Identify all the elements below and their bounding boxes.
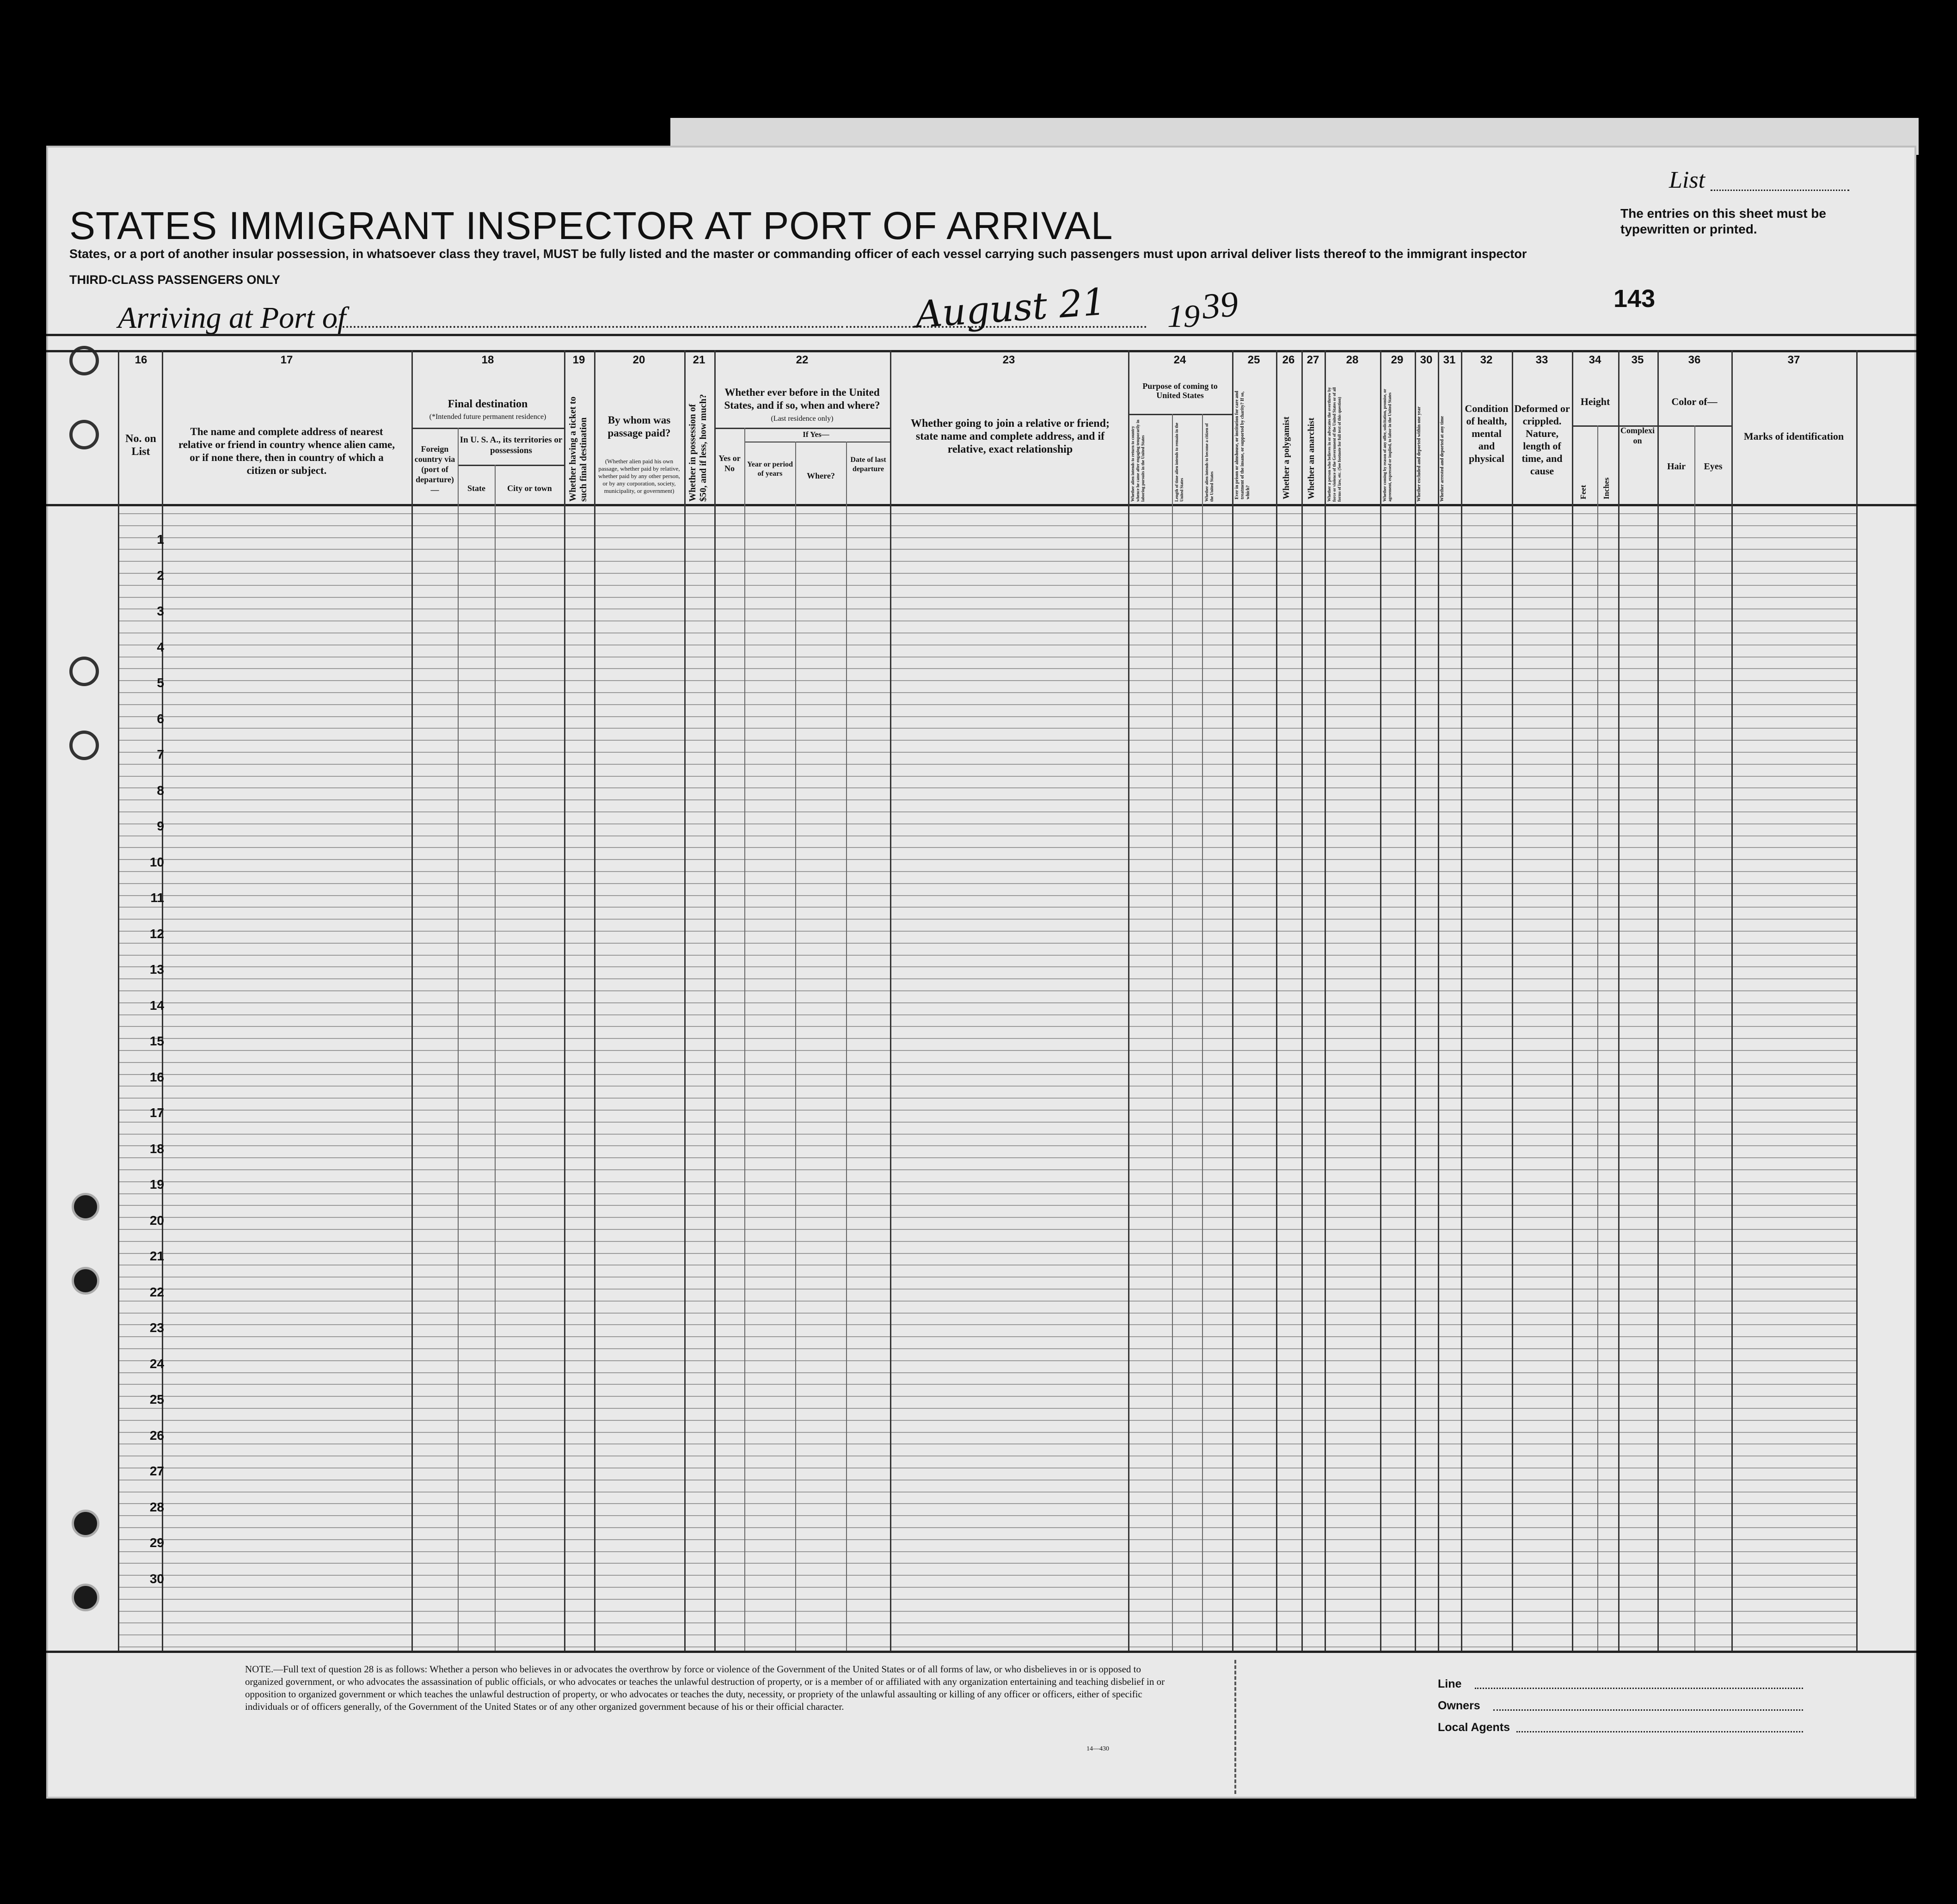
colnum-31: 31	[1443, 354, 1456, 366]
header-purpose-return: Whether alien intends to return to country whence he came after engaging temporarily in laboring pursuits in the United States	[1130, 419, 1145, 502]
colnum-34: 34	[1589, 354, 1601, 366]
header-ever-before: Whether ever before in the United States, and if so, when and where?	[724, 387, 880, 411]
row-rule	[118, 1563, 1856, 1564]
header-foreign-country: Foreign country via (port of departure)—	[414, 444, 455, 494]
row-rule	[118, 740, 1856, 741]
header-ever-before-sub: (Last residence only)	[771, 415, 834, 423]
row-rule	[118, 823, 1856, 824]
colnum-24: 24	[1173, 354, 1186, 366]
line-field[interactable]	[1475, 1688, 1803, 1689]
header-join-relative: Whether going to join a relative or friend; state name and complete address, and if relative, exact relationship	[911, 418, 1110, 455]
row-rule	[118, 931, 1856, 932]
row-rule	[118, 573, 1856, 574]
row-rule	[118, 1181, 1856, 1182]
header-eyes: Eyes	[1704, 461, 1723, 472]
punch-hole	[69, 657, 99, 686]
header-inches: Inches	[1602, 477, 1611, 499]
colnum-23: 23	[1002, 354, 1015, 366]
row-rule	[118, 1360, 1856, 1361]
header-city: City or town	[507, 484, 552, 493]
header-overthrow: Whether a person who believes in or advocates the overthrow by force or violence of the Government of the United States or of all forms of law, etc. (See footnote for full text of this question)	[1327, 387, 1342, 502]
col-line-34	[1572, 350, 1573, 1651]
row-number: 23	[149, 1321, 164, 1335]
form-number: 14—430	[1086, 1745, 1109, 1752]
year-handwritten: 39	[1200, 283, 1240, 327]
header-rule	[46, 334, 1916, 336]
col-line-31	[1438, 350, 1439, 1651]
header-purpose-length: Length of time alien intends to remain in the United States	[1174, 423, 1184, 502]
row-rule	[118, 561, 1856, 562]
table-bottom-rule	[46, 1651, 1916, 1653]
row-rule	[118, 1515, 1856, 1516]
header-year-period: Year or period of years	[747, 461, 793, 478]
row-rule	[118, 1169, 1856, 1170]
punch-hole	[69, 731, 99, 760]
row-rule	[118, 1301, 1856, 1302]
row-number: 15	[149, 1034, 164, 1048]
row-rule	[118, 859, 1856, 860]
header-height: Height	[1580, 396, 1610, 407]
col22-subrule	[714, 428, 890, 429]
colnum-21: 21	[693, 354, 706, 366]
row-rule	[118, 752, 1856, 753]
row-rule	[118, 1241, 1856, 1242]
row-rule	[118, 907, 1856, 908]
header-purpose-citizen: Whether alien intends to become a citizen of the United States	[1204, 423, 1214, 502]
header-hair: Hair	[1667, 461, 1686, 472]
row-rule	[118, 1002, 1856, 1003]
colnum-16: 16	[135, 354, 147, 366]
port-field[interactable]	[335, 326, 844, 328]
row-number: 13	[149, 962, 164, 977]
manifest-sheet	[46, 146, 1916, 1799]
col-line-24b	[1202, 414, 1203, 1651]
row-number: 10	[149, 854, 164, 869]
row-rule	[118, 1622, 1856, 1623]
punch-hole	[72, 1584, 99, 1611]
row-number: 24	[149, 1356, 164, 1371]
row-rule	[118, 1157, 1856, 1158]
row-rule	[118, 811, 1856, 812]
date-handwritten: August 21	[914, 280, 1108, 337]
form-title: STATES IMMIGRANT INSPECTOR AT PORT OF ARRIVAL	[69, 204, 1113, 247]
row-number: 22	[149, 1284, 164, 1299]
col-line-29	[1380, 350, 1381, 1651]
row-number: 11	[150, 891, 164, 905]
row-number: 17	[149, 1106, 164, 1120]
colnum-30: 30	[1420, 354, 1433, 366]
header-fifty-dollars: Whether in possession of $50, and if less, how much?	[687, 394, 708, 502]
col-line-24a	[1172, 414, 1173, 1651]
row-rule	[118, 704, 1856, 705]
col-line-22b	[795, 442, 796, 1651]
row-number: 14	[149, 998, 164, 1013]
row-rule	[118, 1587, 1856, 1588]
header-color-of: Color of—	[1671, 396, 1718, 407]
col-line-18a	[458, 428, 459, 1651]
header-feet: Feet	[1579, 485, 1588, 499]
row-rule	[118, 728, 1856, 729]
row-number: 28	[149, 1499, 164, 1514]
row-rule	[118, 1098, 1856, 1099]
header-complexion: Complexion	[1620, 426, 1655, 445]
row-rule	[118, 1575, 1856, 1576]
row-rule	[118, 1074, 1856, 1075]
row-number: 9	[157, 819, 164, 833]
row-rule	[118, 1145, 1856, 1146]
row-number: 1	[157, 532, 164, 547]
punch-hole	[72, 1193, 99, 1221]
row-number: 12	[149, 926, 164, 941]
row-rule	[118, 1313, 1856, 1314]
row-rule	[118, 1372, 1856, 1373]
colnum-18: 18	[481, 354, 494, 366]
local-agents-label: Local Agents	[1438, 1721, 1510, 1734]
row-rule	[118, 525, 1856, 526]
footnote-question-28: NOTE.—Full text of question 28 is as follows: Whether a person who believes in or advocates the overthrow by force or violence of the Government of the United States or of all forms of law, or who disbelieves in or is opposed to organized government, or who advocates the assassination of public officials, or who advocates or teaches the unlawful destruction of property, or is a member of or affiliated with any organization entertaining and teaching disbelief in or opposition to organized government or which teaches the unlawful destruction of property, or who advocates or teaches the duty, necessity, or propriety of the unlawful assaulting or killing of any officer or officers, either of specific individuals or of officers generally, of the Government of the United States or of any other organized government because of his or their official character.	[245, 1664, 1165, 1712]
row-rule	[118, 943, 1856, 944]
col-line-35	[1618, 350, 1620, 1651]
row-rule	[118, 1229, 1856, 1230]
col18-subrule-2	[458, 465, 564, 466]
list-field[interactable]	[1711, 190, 1849, 191]
row-rule	[118, 1205, 1856, 1206]
punch-hole	[69, 420, 99, 449]
punch-hole	[72, 1267, 99, 1295]
colnum-27: 27	[1307, 354, 1319, 366]
row-rule	[118, 549, 1856, 550]
row-rule	[118, 1646, 1856, 1647]
row-rule	[118, 1086, 1856, 1087]
colnum-25: 25	[1247, 354, 1260, 366]
row-rule	[118, 966, 1856, 967]
row-rule	[118, 1122, 1856, 1123]
local-agents-field[interactable]	[1516, 1731, 1803, 1732]
form-subtitle: States, or a port of another insular possession, in whatsoever class they travel, MUST be fully listed and the master or commanding officer of each vessel carrying such passengers must upon arrival deliver lists thereof to the immigrant inspector	[69, 247, 1527, 261]
header-state: State	[467, 484, 485, 493]
header-prison: Ever in prison or almshouse, or institution for care and treatment of the insane, or supported by charity? If so, which?	[1234, 391, 1251, 499]
row-rule	[118, 764, 1856, 765]
row-number: 6	[157, 711, 164, 726]
header-no-on-list: No. on List	[125, 433, 156, 458]
row-rule	[118, 883, 1856, 884]
row-rule	[118, 835, 1856, 836]
row-rule	[118, 1503, 1856, 1504]
row-rule	[118, 680, 1856, 681]
row-rule	[118, 1384, 1856, 1385]
colnum-37: 37	[1787, 354, 1800, 366]
header-final-destination-sub: (*Intended future permanent residence)	[429, 413, 546, 421]
col-line-22	[714, 350, 716, 1651]
row-number: 30	[149, 1571, 164, 1586]
row-rule	[118, 620, 1856, 621]
row-rule	[118, 1551, 1856, 1552]
header-deformed: Deformed or crippled. Nature, length of time, and cause	[1514, 403, 1570, 477]
header-passage-paid-sub: (Whether alien paid his own passage, whether paid by relative, whether paid by any other person, or by any corporation, society, municipality, or government)	[598, 458, 680, 494]
row-number: 21	[149, 1249, 164, 1263]
row-number: 20	[149, 1213, 164, 1228]
col-line-19	[564, 350, 565, 1651]
row-rule	[118, 1336, 1856, 1337]
row-rule	[118, 585, 1856, 586]
row-rule	[118, 895, 1856, 896]
header-nearest-relative: The name and complete address of nearest relative or friend in country whence alien came, or if none there, then in country of which a citizen or subject.	[178, 426, 395, 476]
row-rule	[118, 1193, 1856, 1194]
row-number: 29	[149, 1535, 164, 1550]
header-arrested: Whether arrested and deported at any time	[1440, 416, 1445, 502]
year-prefix: 19	[1167, 299, 1200, 334]
row-rule	[118, 978, 1856, 979]
colnum-28: 28	[1346, 354, 1359, 366]
col-line-22a	[744, 428, 745, 1651]
row-rule	[118, 1432, 1856, 1433]
col-line-32	[1461, 350, 1462, 1651]
header-marks: Marks of identification	[1743, 430, 1844, 442]
row-rule	[118, 955, 1856, 956]
header-if-yes: If Yes—	[803, 430, 829, 439]
row-rule	[118, 692, 1856, 693]
row-rule	[118, 1611, 1856, 1612]
col-line-22c	[846, 442, 847, 1651]
row-rule	[118, 1062, 1856, 1063]
row-rule	[118, 1038, 1856, 1039]
row-rule	[118, 1599, 1856, 1600]
row-rule	[118, 1253, 1856, 1254]
list-label: List	[1669, 167, 1705, 193]
header-excluded: Whether excluded and deported within one year	[1417, 406, 1422, 502]
row-rule	[118, 919, 1856, 920]
row-number: 25	[149, 1392, 164, 1407]
owners-label: Owners	[1438, 1699, 1480, 1712]
col-line-28	[1325, 350, 1326, 1651]
row-rule	[118, 1396, 1856, 1397]
col-line-36a	[1694, 425, 1695, 1651]
row-rule	[118, 1324, 1856, 1325]
row-rule	[118, 787, 1856, 788]
row-number: 27	[149, 1464, 164, 1478]
row-number: 8	[157, 783, 164, 798]
header-condition-health: Condition of health, mental and physical	[1465, 403, 1509, 464]
row-rule	[118, 1050, 1856, 1051]
colnum-33: 33	[1535, 354, 1548, 366]
header-ticket: Whether having a ticket to such final destination	[568, 396, 589, 502]
row-rule	[118, 716, 1856, 717]
col-line-21	[684, 350, 686, 1651]
row-rule	[118, 1014, 1856, 1015]
row-rule	[118, 1217, 1856, 1218]
row-number: 19	[149, 1177, 164, 1192]
arriving-label: Arriving at Port of	[118, 301, 346, 335]
row-number: 26	[149, 1428, 164, 1443]
row-rule	[118, 1134, 1856, 1135]
col-line-25	[1232, 350, 1233, 1651]
col-line-33	[1512, 350, 1513, 1651]
colnum-20: 20	[632, 354, 645, 366]
row-number: 2	[157, 568, 164, 583]
entries-notice: The entries on this sheet must be typewritten or printed.	[1620, 206, 1826, 236]
col-line-20	[594, 350, 595, 1651]
row-rule	[118, 597, 1856, 598]
colnum-36: 36	[1688, 354, 1701, 366]
colnum-29: 29	[1391, 354, 1404, 366]
row-number: 3	[157, 604, 164, 618]
colnum-19: 19	[572, 354, 585, 366]
colnum-22: 22	[796, 354, 809, 366]
header-polygamist: Whether a polygamist	[1282, 416, 1291, 499]
row-number: 4	[157, 639, 164, 654]
col-line-30	[1415, 350, 1416, 1651]
header-offer-labor: Whether coming by reason of any offer, solicitation, promise, or agreement, expressed or implied, to labor in the United States	[1382, 389, 1392, 502]
row-rule	[118, 1026, 1856, 1027]
col-line-24	[1128, 350, 1129, 1651]
header-final-destination: Final destination	[448, 398, 528, 410]
col-line-26	[1276, 350, 1277, 1651]
header-anarchist: Whether an anarchist	[1307, 418, 1316, 499]
header-where: Where?	[807, 471, 835, 480]
row-rule	[118, 1348, 1856, 1349]
row-rule	[118, 1408, 1856, 1409]
row-number: 16	[149, 1069, 164, 1084]
col-line-18	[411, 350, 413, 1651]
column-number-rule	[46, 350, 1916, 352]
row-rule	[118, 1420, 1856, 1421]
row-rule	[118, 847, 1856, 848]
colnum-17: 17	[280, 354, 293, 366]
colnum-35: 35	[1631, 354, 1644, 366]
header-passage-paid: By whom was passage paid?	[607, 414, 671, 439]
row-rule	[118, 799, 1856, 800]
row-number: 5	[157, 676, 164, 690]
class-line: THIRD-CLASS PASSENGERS ONLY	[69, 273, 281, 287]
col24-subrule	[1128, 414, 1232, 415]
owners-field[interactable]	[1493, 1709, 1803, 1711]
row-rule	[118, 513, 1856, 514]
col-line-18b	[495, 465, 496, 1651]
colnum-26: 26	[1282, 354, 1295, 366]
row-rule	[118, 537, 1856, 538]
col-line-23	[890, 350, 891, 1651]
header-date-departure: Date of last departure	[850, 456, 886, 473]
row-number: 18	[149, 1141, 164, 1156]
header-yes-or-no: Yes or No	[718, 454, 741, 473]
row-rule	[118, 668, 1856, 669]
col-line-end	[1856, 350, 1858, 1651]
col-line-37	[1731, 350, 1733, 1651]
footer-divider	[1234, 1660, 1241, 1794]
col-line-27	[1301, 350, 1303, 1651]
row-rule	[118, 1289, 1856, 1290]
header-bottom-rule	[46, 504, 1916, 506]
header-purpose: Purpose of coming to United States	[1142, 381, 1218, 400]
line-label: Line	[1438, 1677, 1462, 1690]
row-rule	[118, 608, 1856, 609]
col-line-36	[1657, 350, 1659, 1651]
row-rule	[118, 1277, 1856, 1278]
row-rule	[118, 1443, 1856, 1444]
punch-hole	[72, 1510, 99, 1537]
col18-subrule	[411, 428, 564, 429]
row-number: 7	[157, 747, 164, 762]
row-rule	[118, 1527, 1856, 1528]
row-rule	[118, 776, 1856, 777]
row-rule	[118, 1634, 1856, 1635]
page-number: 143	[1613, 285, 1656, 313]
header-in-usa: In U. S. A., its territories or possessions	[460, 435, 563, 455]
row-rule	[118, 990, 1856, 991]
row-rule	[118, 871, 1856, 872]
colnum-32: 32	[1480, 354, 1493, 366]
row-rule	[118, 1539, 1856, 1540]
col-line-34a	[1597, 425, 1598, 1651]
row-rule	[118, 1110, 1856, 1111]
